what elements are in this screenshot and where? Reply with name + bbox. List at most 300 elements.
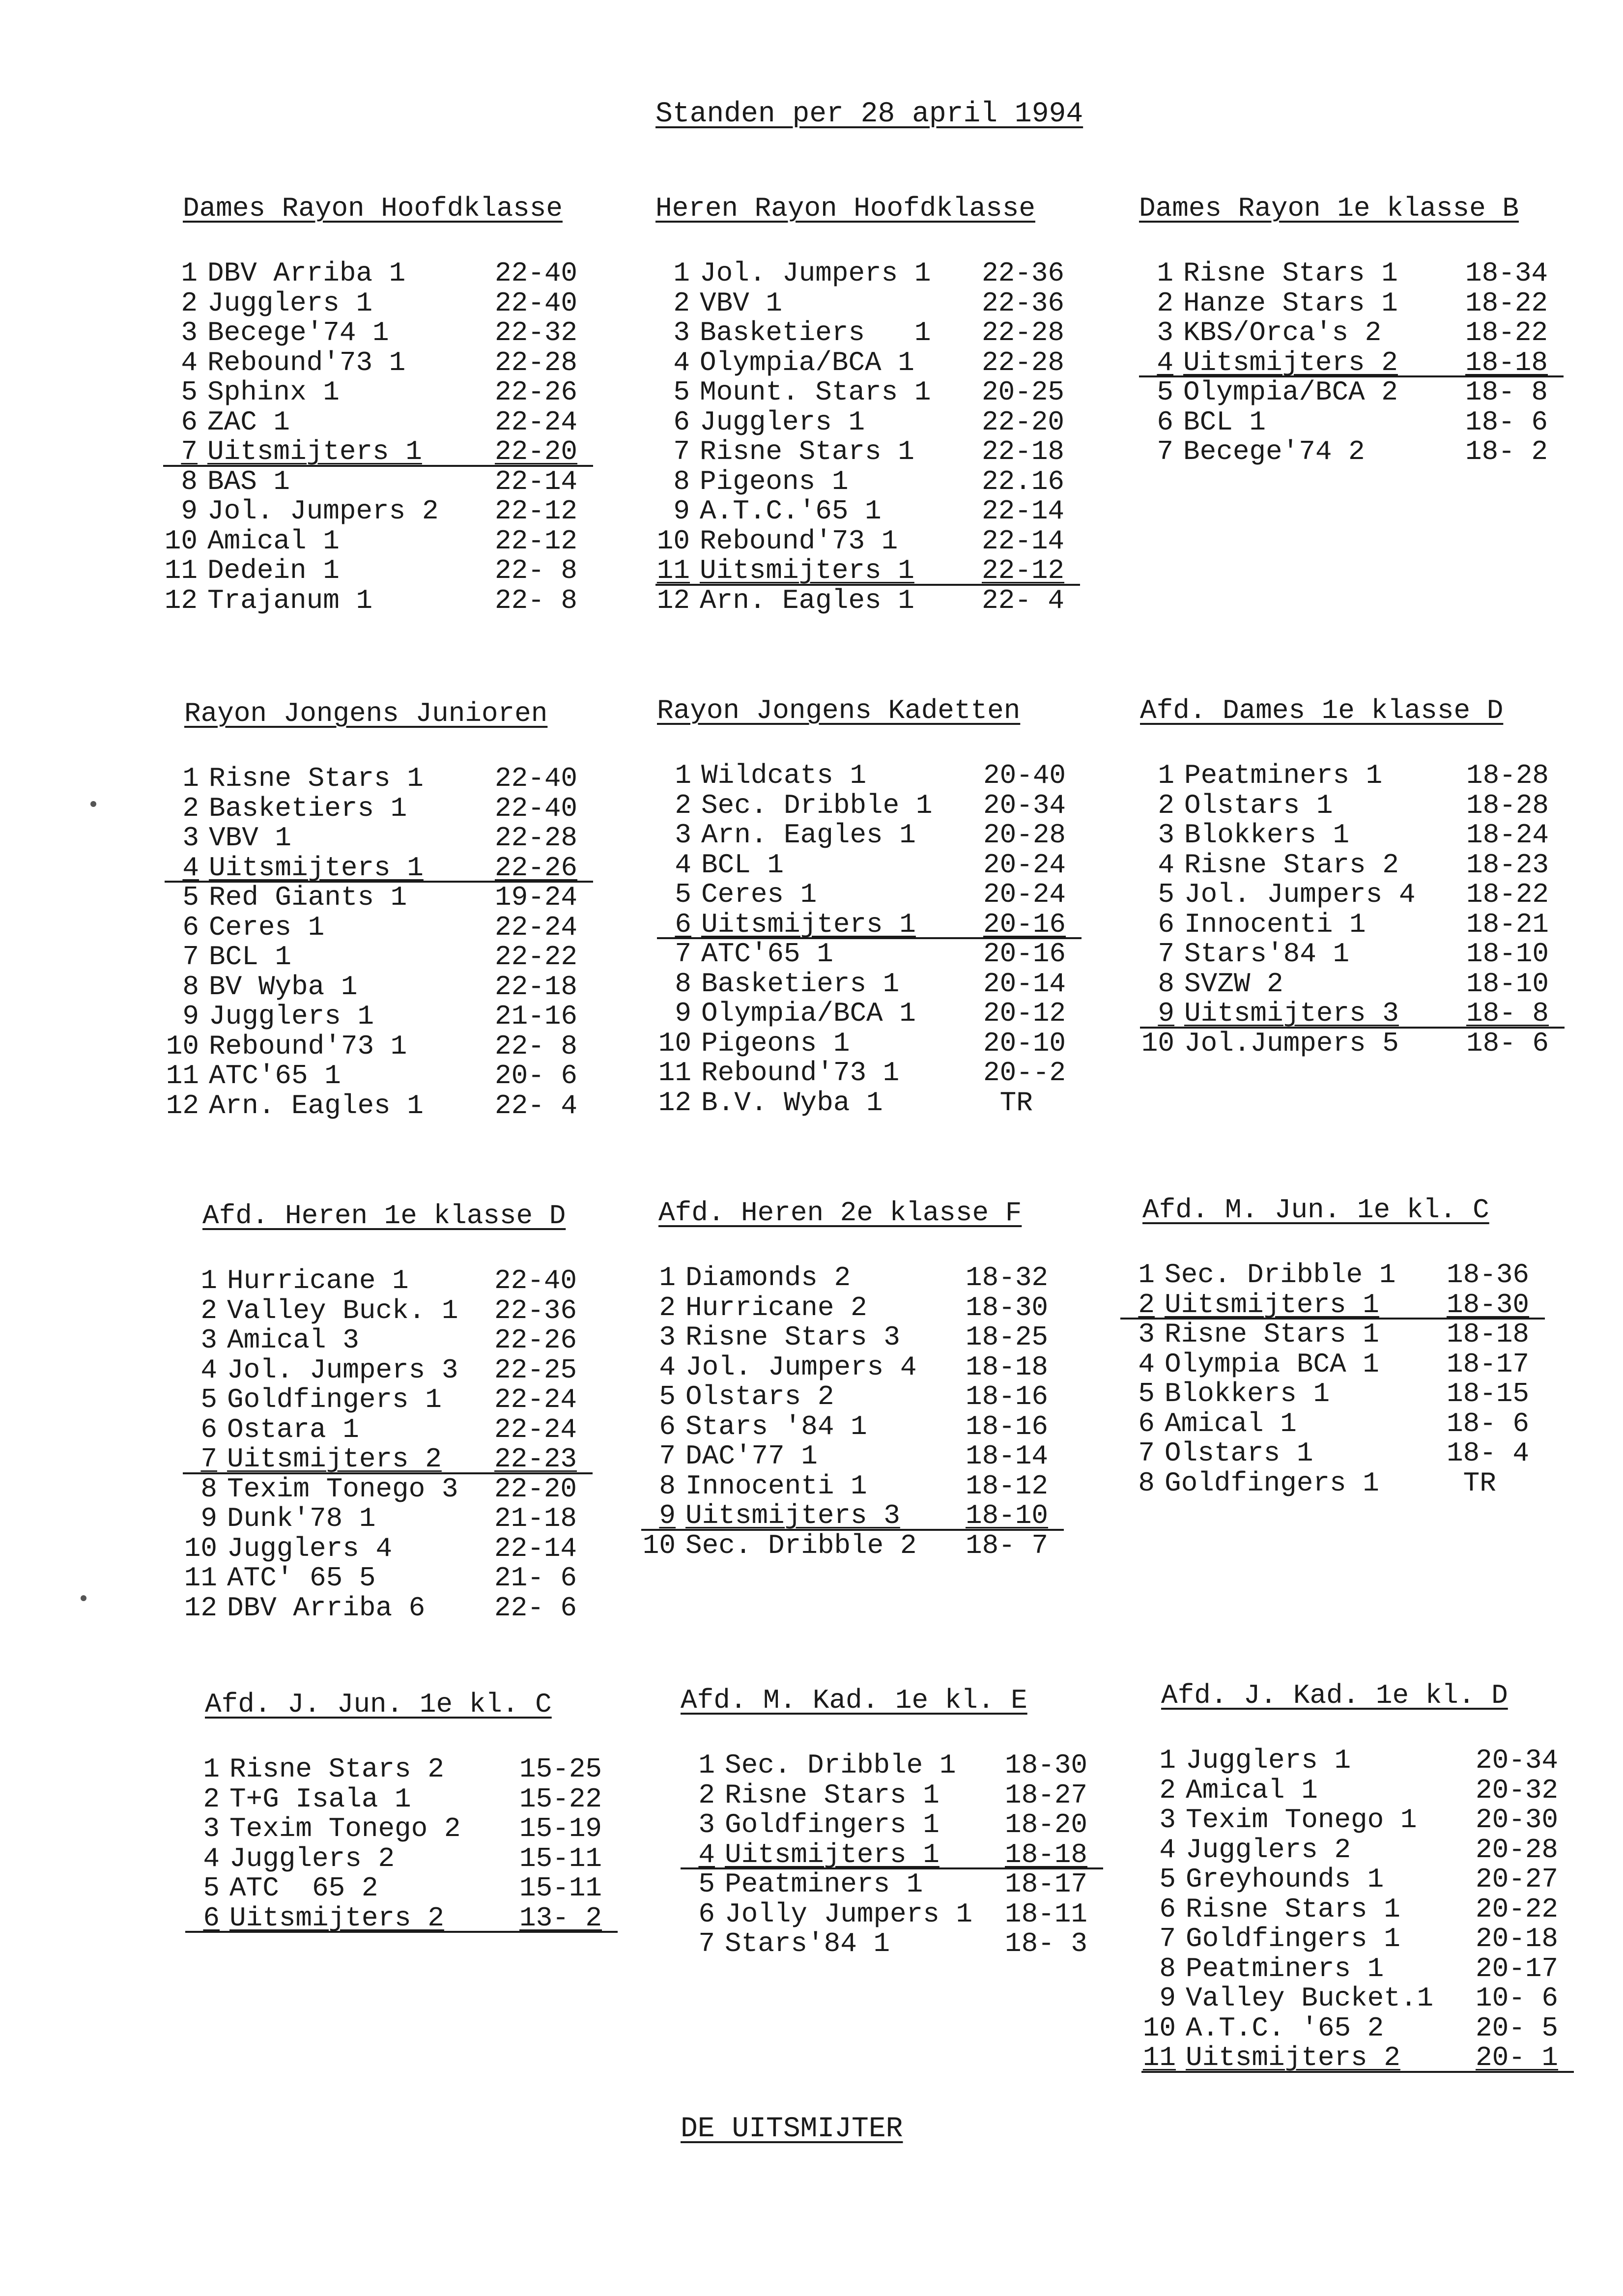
row-score: 20- 1 (1476, 2042, 1559, 2073)
footer-club-name: DE UITSMIJTER (681, 2113, 903, 2145)
row-score: 22-25 (494, 1354, 577, 1386)
row-rank: 3 (181, 317, 198, 348)
row-rank: 3 (673, 317, 690, 348)
row-rank: 1 (200, 1265, 217, 1296)
row-team-name: Arn. Eagles 1 (701, 819, 916, 851)
row-score: 18-21 (1466, 908, 1549, 940)
row-team-name: Becege'74 2 (1183, 436, 1365, 467)
standings-rows (655, 258, 1088, 615)
row-rank: 6 (182, 911, 199, 943)
row-team-name: Red Giants 1 (209, 882, 407, 913)
table-row (657, 939, 1082, 969)
table-row (1140, 791, 1565, 821)
row-rank: 4 (675, 849, 691, 881)
row-score: 20-34 (983, 789, 1066, 821)
row-score: 15-22 (519, 1783, 602, 1815)
table-row (183, 1296, 593, 1326)
row-team-name: Basketiers 1 (209, 792, 407, 824)
row-team-name: Texim Tonego 2 (229, 1813, 461, 1844)
row-rank: 6 (200, 1413, 217, 1445)
row-score: 20-18 (1476, 1923, 1559, 1954)
table-row (163, 348, 593, 378)
row-rank: 7 (1157, 436, 1173, 467)
row-rank: 6 (659, 1410, 676, 1442)
row-score: 18- 6 (1465, 406, 1548, 438)
standings-table (1138, 1194, 1575, 1499)
standings-table-title: Afd. M. Jun. 1e kl. C (1142, 1194, 1489, 1226)
row-score: 22-20 (495, 436, 578, 467)
row-team-name: Ceres 1 (209, 911, 325, 943)
row-rank: 1 (1158, 760, 1174, 791)
standings-table-title: Dames Rayon 1e klasse B (1139, 193, 1519, 224)
row-team-name: Innocenti 1 (685, 1470, 867, 1502)
row-team-name: Jol. Jumpers 3 (227, 1354, 458, 1386)
table-row (657, 999, 1082, 1029)
row-team-name: A.T.C.'65 1 (700, 495, 882, 527)
table-row (1140, 761, 1565, 791)
standings-table-title: Afd. Heren 1e klasse D (202, 1200, 566, 1232)
row-team-name: Uitsmijters 1 (700, 555, 914, 586)
row-score: 20-34 (1476, 1745, 1559, 1776)
table-row (183, 1385, 593, 1415)
table-row (681, 1751, 1103, 1780)
table-row (163, 318, 593, 348)
row-score: 18-30 (1005, 1750, 1088, 1781)
table-row-own-team (681, 1840, 1103, 1870)
row-rank: 11 (656, 555, 690, 586)
row-score: 20-22 (1476, 1893, 1559, 1925)
table-row (655, 586, 1080, 616)
row-rank: 9 (1159, 1982, 1176, 2014)
row-score: 22-24 (494, 1384, 577, 1415)
row-team-name: Uitsmijters 3 (1184, 998, 1399, 1029)
row-rank: 10 (166, 1030, 199, 1062)
row-rank: 1 (698, 1750, 715, 1781)
table-row (641, 1322, 1064, 1352)
table-row (1141, 1835, 1574, 1865)
row-rank: 8 (659, 1470, 676, 1502)
row-score: 21- 6 (494, 1562, 577, 1594)
table-row (641, 1382, 1064, 1412)
row-rank: 4 (1157, 346, 1173, 378)
row-team-name: Olympia/BCA 1 (700, 346, 914, 378)
row-rank: 8 (1138, 1467, 1155, 1499)
row-score: 13- 2 (519, 1902, 602, 1934)
row-score: 22-28 (495, 822, 578, 854)
row-score: 18-18 (1447, 1319, 1530, 1350)
table-row (165, 1002, 593, 1032)
row-score: 22-40 (495, 258, 578, 289)
row-score: 22-18 (982, 436, 1065, 467)
row-rank: 5 (698, 1868, 715, 1900)
standings-rows (1141, 1746, 1594, 2073)
row-team-name: Amical 1 (207, 525, 340, 557)
row-rank: 10 (184, 1532, 217, 1564)
row-team-name: Olstars 2 (685, 1381, 834, 1412)
row-rank: 4 (203, 1842, 220, 1874)
row-team-name: Jugglers 2 (1186, 1834, 1351, 1866)
row-team-name: Olstars 1 (1165, 1437, 1313, 1469)
row-team-name: Jol.Jumpers 5 (1184, 1027, 1399, 1059)
row-team-name: Valley Bucket.1 (1186, 1982, 1434, 2014)
table-row (655, 348, 1080, 378)
table-row (185, 1814, 618, 1844)
row-rank: 6 (1138, 1407, 1155, 1439)
row-rank: 9 (200, 1503, 217, 1534)
row-score: 18-23 (1466, 849, 1549, 881)
row-team-name: Goldfingers 1 (1186, 1923, 1400, 1954)
table-row (163, 377, 593, 407)
row-rank: 7 (181, 436, 198, 467)
row-team-name: Jugglers 1 (1186, 1745, 1351, 1776)
row-team-name: Stars'84 1 (1184, 938, 1350, 970)
row-score: 22-12 (982, 555, 1065, 586)
row-rank: 5 (181, 376, 198, 408)
row-team-name: Uitsmijters 1 (1165, 1289, 1379, 1320)
row-score: 18- 8 (1465, 376, 1548, 408)
row-score: 22-40 (495, 287, 578, 319)
row-team-name: B.V. Wyba 1 (701, 1087, 883, 1119)
row-score: 20-27 (1476, 1864, 1559, 1895)
row-rank: 4 (673, 346, 690, 378)
row-rank: 3 (200, 1324, 217, 1356)
table-row (163, 586, 593, 616)
row-team-name: Innocenti 1 (1184, 908, 1366, 940)
row-rank: 1 (181, 258, 198, 289)
row-team-name: Pigeons 1 (701, 1027, 850, 1059)
table-row (185, 1873, 618, 1903)
table-row (657, 1058, 1082, 1088)
standings-table-title: Afd. J. Kad. 1e kl. D (1161, 1680, 1508, 1711)
row-team-name: Uitsmijters 2 (227, 1443, 442, 1475)
row-rank: 3 (698, 1809, 715, 1840)
row-score: 22-12 (495, 495, 578, 527)
row-rank: 2 (181, 287, 198, 319)
table-row-own-team (1140, 999, 1565, 1029)
row-rank: 4 (181, 346, 198, 378)
row-score: TR (1447, 1467, 1496, 1499)
table-row (165, 794, 593, 824)
row-rank: 12 (658, 1087, 691, 1119)
table-row (183, 1593, 593, 1623)
table-row (165, 942, 593, 972)
row-rank: 3 (1158, 819, 1174, 851)
row-team-name: Jugglers 1 (209, 1001, 374, 1032)
row-team-name: SVZW 2 (1184, 968, 1283, 1000)
row-team-name: Hanze Stars 1 (1183, 287, 1398, 319)
row-team-name: Peatminers 1 (1184, 760, 1383, 791)
row-rank: 3 (1159, 1804, 1176, 1836)
row-team-name: Basketiers 1 (700, 317, 931, 348)
row-team-name: ATC'65 1 (209, 1060, 341, 1091)
row-rank: 12 (164, 584, 198, 616)
row-rank: 8 (675, 968, 691, 1000)
row-rank: 5 (1158, 879, 1174, 910)
table-row (657, 850, 1082, 880)
row-rank: 2 (1138, 1289, 1155, 1320)
table-row (183, 1415, 593, 1445)
table-row (183, 1474, 593, 1504)
row-team-name: Jugglers 2 (229, 1842, 395, 1874)
table-row (165, 1032, 593, 1062)
row-score: 20- 6 (495, 1060, 578, 1091)
row-rank: 3 (203, 1813, 220, 1844)
table-row (1139, 258, 1564, 288)
row-team-name: Rebound'73 1 (207, 346, 406, 378)
row-rank: 1 (1159, 1745, 1176, 1776)
row-score: 20-24 (983, 849, 1066, 881)
row-score: 22- 8 (495, 1030, 578, 1062)
row-rank: 5 (203, 1872, 220, 1904)
row-team-name: DBV Arriba 6 (227, 1592, 426, 1624)
row-team-name: Wildcats 1 (701, 760, 867, 791)
table-row-own-team (641, 1501, 1064, 1531)
table-row (655, 526, 1080, 556)
row-rank: 5 (1138, 1378, 1155, 1409)
table-row (657, 1029, 1082, 1059)
row-score: 15-19 (519, 1813, 602, 1844)
table-row (681, 1929, 1103, 1959)
row-rank: 2 (203, 1783, 220, 1815)
row-score: 22-36 (982, 287, 1065, 319)
row-rank: 3 (182, 822, 199, 854)
row-score: 18-18 (1465, 346, 1548, 378)
table-row (163, 556, 593, 586)
table-row (165, 823, 593, 853)
table-row-own-team (1139, 348, 1564, 378)
row-team-name: Sec. Dribble 1 (1165, 1259, 1396, 1291)
page-title: Standen per 28 april 1994 (655, 98, 1083, 130)
table-row (183, 1504, 593, 1534)
table-row (1140, 880, 1565, 910)
row-rank: 1 (1138, 1259, 1155, 1291)
row-rank: 5 (182, 882, 199, 913)
row-team-name: Stars '84 1 (685, 1410, 867, 1442)
row-score: 18- 6 (1447, 1407, 1530, 1439)
row-rank: 9 (1158, 998, 1174, 1029)
row-rank: 7 (1158, 938, 1174, 970)
row-score: 18-16 (966, 1381, 1049, 1412)
row-score: 22-12 (495, 525, 578, 557)
row-score: 15-11 (519, 1842, 602, 1874)
row-score: 22- 6 (494, 1592, 577, 1624)
table-row (641, 1441, 1064, 1471)
row-team-name: Trajanum 1 (207, 584, 373, 616)
row-team-name: BCL 1 (701, 849, 784, 881)
table-row (1139, 288, 1564, 318)
row-score: 22-26 (494, 1324, 577, 1356)
standings-table (164, 193, 615, 616)
row-team-name: KBS/Orca's 2 (1183, 317, 1382, 348)
row-team-name: VBV 1 (700, 287, 783, 319)
table-row (655, 318, 1080, 348)
row-team-name: Becege'74 1 (207, 317, 389, 348)
row-rank: 3 (659, 1321, 676, 1353)
row-team-name: Basketiers 1 (701, 968, 900, 1000)
row-team-name: Risne Stars 1 (725, 1779, 940, 1811)
row-score: 18- 3 (1005, 1928, 1088, 1959)
row-rank: 4 (1158, 849, 1174, 881)
table-row (165, 1091, 593, 1121)
row-score: 20-16 (983, 908, 1066, 940)
table-row (165, 972, 593, 1002)
row-rank: 2 (182, 792, 199, 824)
row-team-name: A.T.C. '65 2 (1186, 2012, 1384, 2044)
row-team-name: Blokkers 1 (1184, 819, 1350, 851)
table-row (1141, 1894, 1574, 1924)
row-team-name: DAC'77 1 (685, 1440, 818, 1472)
table-row-own-team (1120, 1290, 1545, 1320)
table-row (1141, 1954, 1574, 1984)
row-rank: 5 (1157, 376, 1173, 408)
row-score: 22-14 (982, 495, 1065, 527)
row-rank: 11 (1142, 2042, 1176, 2073)
standings-table (657, 695, 1089, 1118)
row-team-name: Olympia/BCA 1 (701, 998, 916, 1029)
table-row (641, 1471, 1064, 1501)
row-score: 22-26 (495, 852, 578, 884)
row-rank: 8 (181, 465, 198, 497)
table-row-own-team (657, 910, 1082, 940)
row-team-name: Peatminers 1 (1186, 1952, 1384, 1984)
row-team-name: Rebound'73 1 (209, 1030, 407, 1062)
row-rank: 1 (673, 258, 690, 289)
row-rank: 3 (1138, 1319, 1155, 1350)
row-rank: 9 (675, 998, 691, 1029)
row-rank: 7 (659, 1440, 676, 1472)
row-rank: 7 (200, 1443, 217, 1475)
table-row (1140, 850, 1565, 880)
table-row (681, 1899, 1103, 1929)
table-row-own-team (165, 853, 593, 883)
row-rank: 8 (200, 1473, 217, 1505)
standings-rows (1120, 1260, 1575, 1498)
row-team-name: Ceres 1 (701, 879, 817, 910)
row-score: 18-17 (1005, 1868, 1088, 1900)
row-team-name: Jol. Jumpers 4 (685, 1351, 917, 1383)
row-team-name: Jol. Jumpers 1 (700, 258, 931, 289)
row-team-name: Risne Stars 3 (685, 1321, 900, 1353)
row-team-name: Amical 3 (227, 1324, 359, 1356)
standings-table (166, 698, 617, 1121)
row-score: 18-28 (1466, 789, 1549, 821)
row-score: 20-24 (983, 879, 1066, 910)
row-rank: 7 (698, 1928, 715, 1959)
row-rank: 6 (1158, 908, 1174, 940)
row-team-name: Mount. Stars 1 (700, 376, 931, 408)
standings-rows (657, 761, 1089, 1118)
row-rank: 4 (1138, 1348, 1155, 1380)
table-row (657, 880, 1082, 910)
table-row (655, 377, 1080, 407)
row-team-name: Rebound'73 1 (700, 525, 898, 557)
row-team-name: BCL 1 (209, 941, 292, 973)
row-team-name: Risne Stars 1 (1183, 258, 1398, 289)
table-row (163, 407, 593, 437)
row-score: 18-22 (1466, 879, 1549, 910)
row-rank: 7 (675, 938, 691, 970)
row-team-name: Dedein 1 (207, 555, 340, 586)
table-row (1139, 377, 1564, 407)
row-team-name: Risne Stars 1 (1186, 1893, 1400, 1925)
row-rank: 11 (164, 555, 198, 586)
table-row (1140, 820, 1565, 850)
row-team-name: Texim Tonego 3 (227, 1473, 458, 1505)
row-score: 18- 7 (966, 1529, 1049, 1561)
row-team-name: Ostara 1 (227, 1413, 359, 1445)
row-score: 18-30 (966, 1292, 1049, 1323)
row-score: 18- 4 (1447, 1437, 1530, 1469)
table-row (1120, 1379, 1545, 1409)
standings-rows (165, 764, 617, 1120)
standings-rows (1140, 761, 1572, 1058)
row-score: 18-30 (1447, 1289, 1530, 1320)
table-row (1141, 1776, 1574, 1806)
row-rank: 10 (658, 1027, 691, 1059)
row-rank: 11 (184, 1562, 217, 1594)
row-score: 20-14 (983, 968, 1066, 1000)
row-rank: 11 (658, 1057, 691, 1089)
row-team-name: ZAC 1 (207, 406, 290, 438)
row-score: 22-32 (495, 317, 578, 348)
table-row (163, 288, 593, 318)
row-score: 18-22 (1465, 287, 1548, 319)
row-team-name: ATC 65 2 (229, 1872, 378, 1904)
row-score: 18-14 (966, 1440, 1049, 1472)
table-row (655, 496, 1080, 526)
table-row (1120, 1409, 1545, 1439)
row-rank: 1 (182, 763, 199, 794)
row-rank: 9 (181, 495, 198, 527)
row-team-name: Sec. Dribble 1 (725, 1750, 956, 1781)
row-rank: 11 (166, 1060, 199, 1091)
row-score: 22-36 (982, 258, 1065, 289)
table-row (681, 1810, 1103, 1840)
standings-table (1142, 1680, 1594, 2073)
row-rank: 2 (698, 1779, 715, 1811)
standings-rows (183, 1266, 635, 1623)
table-row (681, 1780, 1103, 1810)
row-team-name: Greyhounds 1 (1186, 1864, 1384, 1895)
standings-table-title: Afd. Dames 1e klasse D (1140, 695, 1504, 726)
row-rank: 4 (200, 1354, 217, 1386)
table-row (655, 288, 1080, 318)
table-row (1139, 318, 1564, 348)
row-team-name: Arn. Eagles 1 (700, 584, 914, 616)
table-row (1141, 2013, 1574, 2043)
standings-table-title: Rayon Jongens Junioren (184, 698, 548, 729)
row-team-name: BV Wyba 1 (209, 971, 358, 1003)
table-row (185, 1784, 618, 1814)
row-score: 18-28 (1466, 760, 1549, 791)
row-score: 18-18 (1005, 1838, 1088, 1870)
row-team-name: VBV 1 (209, 822, 292, 854)
row-team-name: Jol. Jumpers 2 (207, 495, 439, 527)
row-score: 20-25 (982, 376, 1065, 408)
row-rank: 4 (698, 1838, 715, 1870)
row-score: 20-16 (983, 938, 1066, 970)
standings-table (681, 1685, 1113, 1959)
table-row (1120, 1468, 1545, 1498)
row-team-name: Jugglers 1 (700, 406, 865, 438)
row-score: 18-10 (1466, 968, 1549, 1000)
row-rank: 1 (675, 760, 691, 791)
row-team-name: Jugglers 4 (227, 1532, 393, 1564)
row-score: 22- 8 (495, 584, 578, 616)
row-team-name: Jol. Jumpers 4 (1184, 879, 1416, 910)
row-team-name: Sec. Dribble 1 (701, 789, 933, 821)
row-score: 20-17 (1476, 1952, 1559, 1984)
